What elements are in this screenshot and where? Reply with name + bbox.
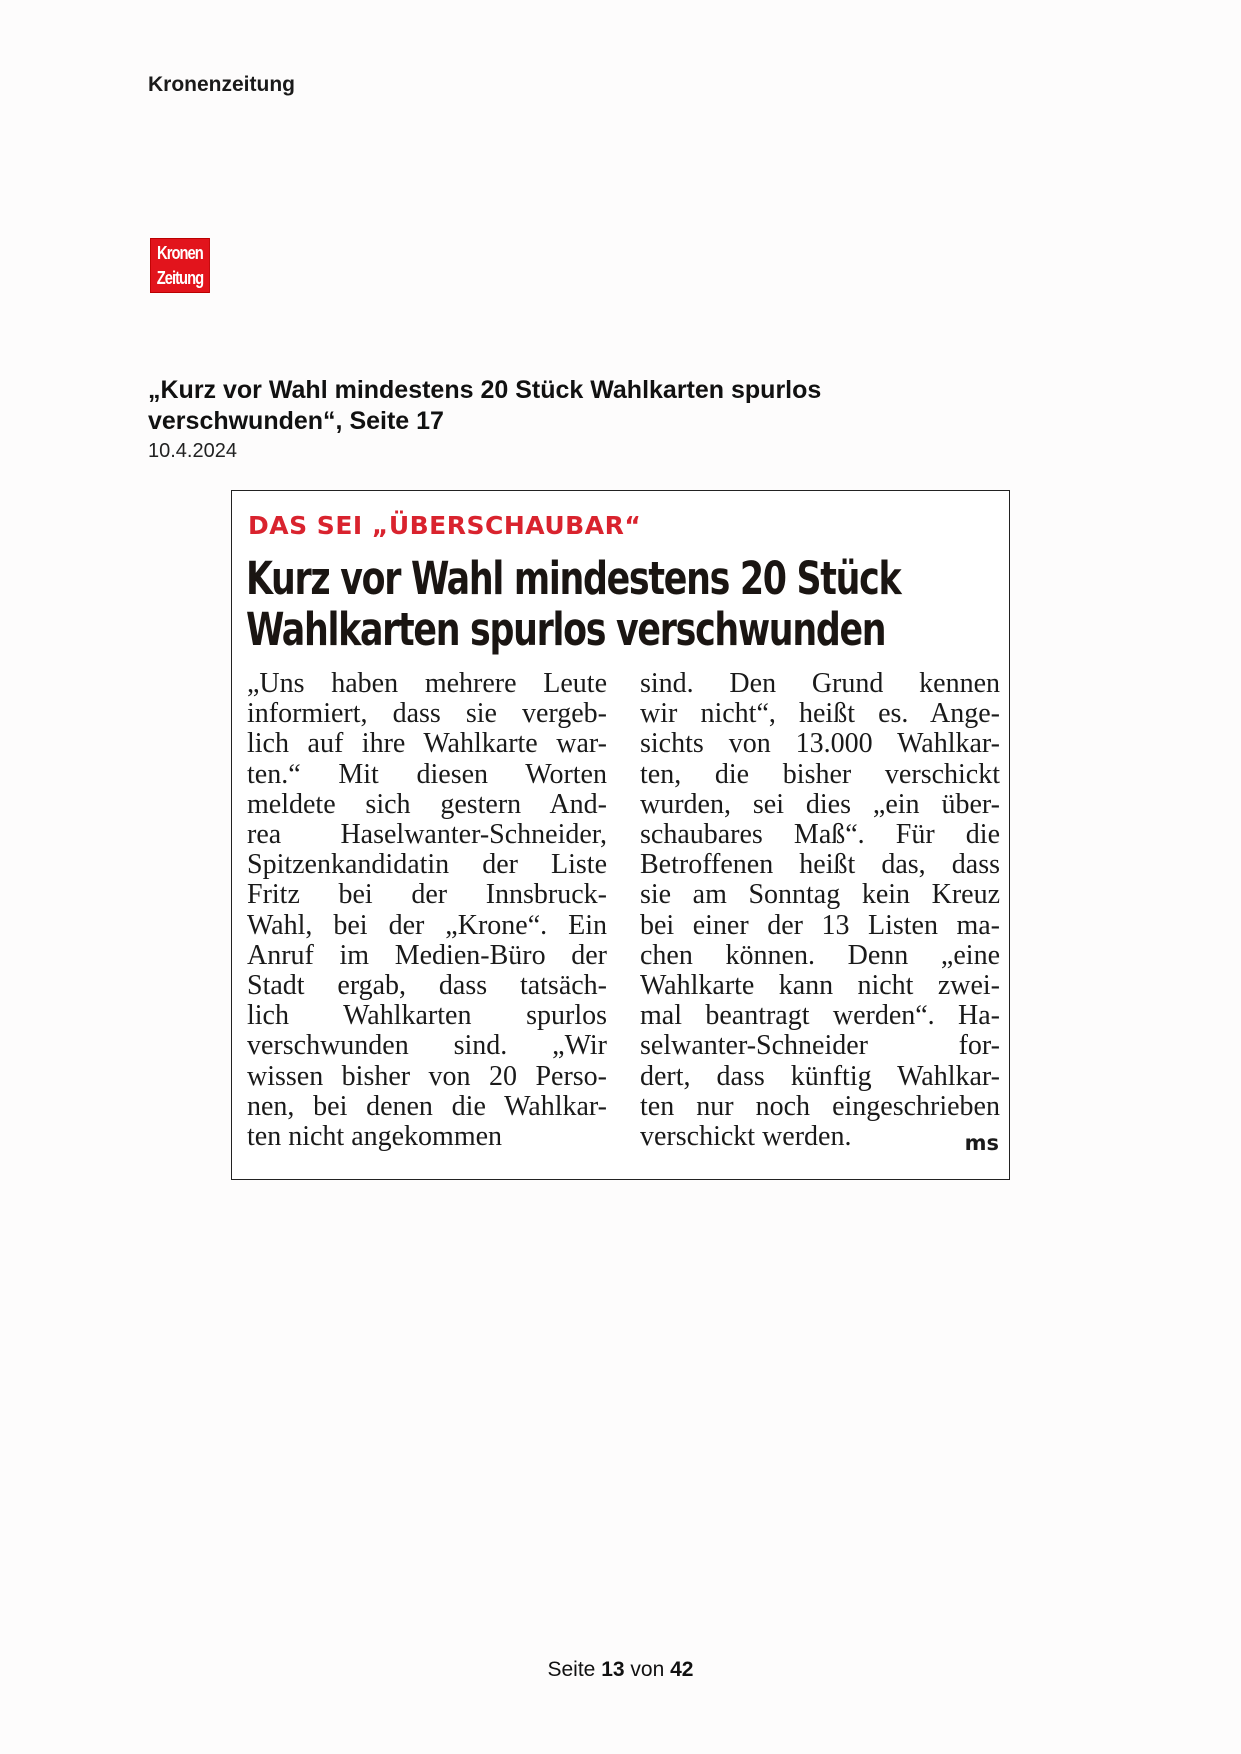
footer-middle: von: [630, 1658, 665, 1681]
current-page-number: 13: [601, 1658, 625, 1681]
source-name: Kronenzeitung: [148, 73, 295, 96]
article-line: verschickt werden.: [640, 1121, 852, 1153]
logo-line-2: Zeitung: [156, 268, 204, 288]
article-line: Wahl, bei der „Krone“. Ein: [247, 909, 607, 941]
article-line: meldete sich gestern And-: [247, 788, 607, 820]
article-line: sind. Den Grund kennen: [640, 668, 1000, 699]
article-line: „Uns haben mehrere Leute: [247, 668, 607, 699]
article-line: dert, dass künftig Wahlkar-: [640, 1060, 1000, 1092]
article-line: Wahlkarte kann nicht zwei-: [640, 970, 1000, 1002]
kronen-zeitung-logo: [150, 238, 210, 293]
article-line: wurden, sei dies „ein über-: [640, 788, 1000, 820]
article-line: Fritz bei der Innsbruck-: [247, 879, 607, 911]
headline-line: Wahlkarten spurlos verschwunden: [246, 603, 886, 656]
article-line: Stadt ergab, dass tatsäch-: [247, 970, 607, 1002]
article-line: Spitzenkandidatin der Liste: [247, 849, 607, 881]
article-line: verschwunden sind. „Wir: [247, 1030, 607, 1062]
headline-line: Kurz vor Wahl mindestens 20 Stück: [246, 552, 901, 605]
article-line: Betroffenen heißt das, dass: [640, 849, 1000, 881]
article-line: Anruf im Medien-Büro der: [247, 939, 607, 971]
document-date: 10.4.2024: [148, 440, 237, 462]
article-column-right: [640, 669, 1000, 1152]
article-line: ten nur noch eingeschrieben: [640, 1090, 1000, 1122]
document-title: „Kurz vor Wahl mindestens 20 Stück Wahlkarten spurlos verschwunden“, Seite 17: [148, 376, 822, 435]
article-line: ten.“ Mit diesen Worten: [247, 758, 607, 790]
article-line: lich auf ihre Wahlkarte war-: [247, 728, 607, 760]
article-line: lich Wahlkarten spurlos: [247, 1000, 607, 1032]
article-line: bei einer der 13 Listen ma-: [640, 909, 1000, 941]
article-line: mal beantragt werden“. Ha-: [640, 1000, 1000, 1032]
article-line: nen, bei denen die Wahlkar-: [247, 1090, 607, 1122]
article-line: rea Haselwanter-Schneider,: [247, 819, 607, 851]
total-pages-number: 42: [670, 1658, 694, 1681]
article-line: selwanter-Schneider for-: [640, 1030, 1000, 1062]
article-line: wissen bisher von 20 Perso-: [247, 1060, 607, 1092]
article-line: informiert, dass sie vergeb-: [247, 698, 607, 730]
article-line: ten, die bisher verschickt: [640, 758, 1000, 790]
article-line: sie am Sonntag kein Kreuz: [640, 879, 1000, 911]
page-footer: [0, 1658, 1241, 1682]
footer-prefix: Seite: [547, 1658, 596, 1681]
article-line: sichts von 13.000 Wahlkar-: [640, 728, 1000, 760]
newspaper-clipping: [231, 490, 1010, 1180]
article-byline: ms: [964, 1131, 999, 1155]
article-kicker: DAS SEI „ÜBERSCHAUBAR“: [248, 511, 642, 540]
article-column-left: [247, 669, 607, 1152]
logo-line-1: Kronen: [157, 243, 203, 263]
article-line: wir nicht“, heißt es. Ange-: [640, 698, 1000, 730]
article-line: chen können. Denn „eine: [640, 939, 1000, 971]
article-line: schaubares Maß“. Für die: [640, 819, 1000, 851]
article-line: ten nicht angekommen: [247, 1121, 503, 1153]
article-headline: [246, 553, 900, 655]
